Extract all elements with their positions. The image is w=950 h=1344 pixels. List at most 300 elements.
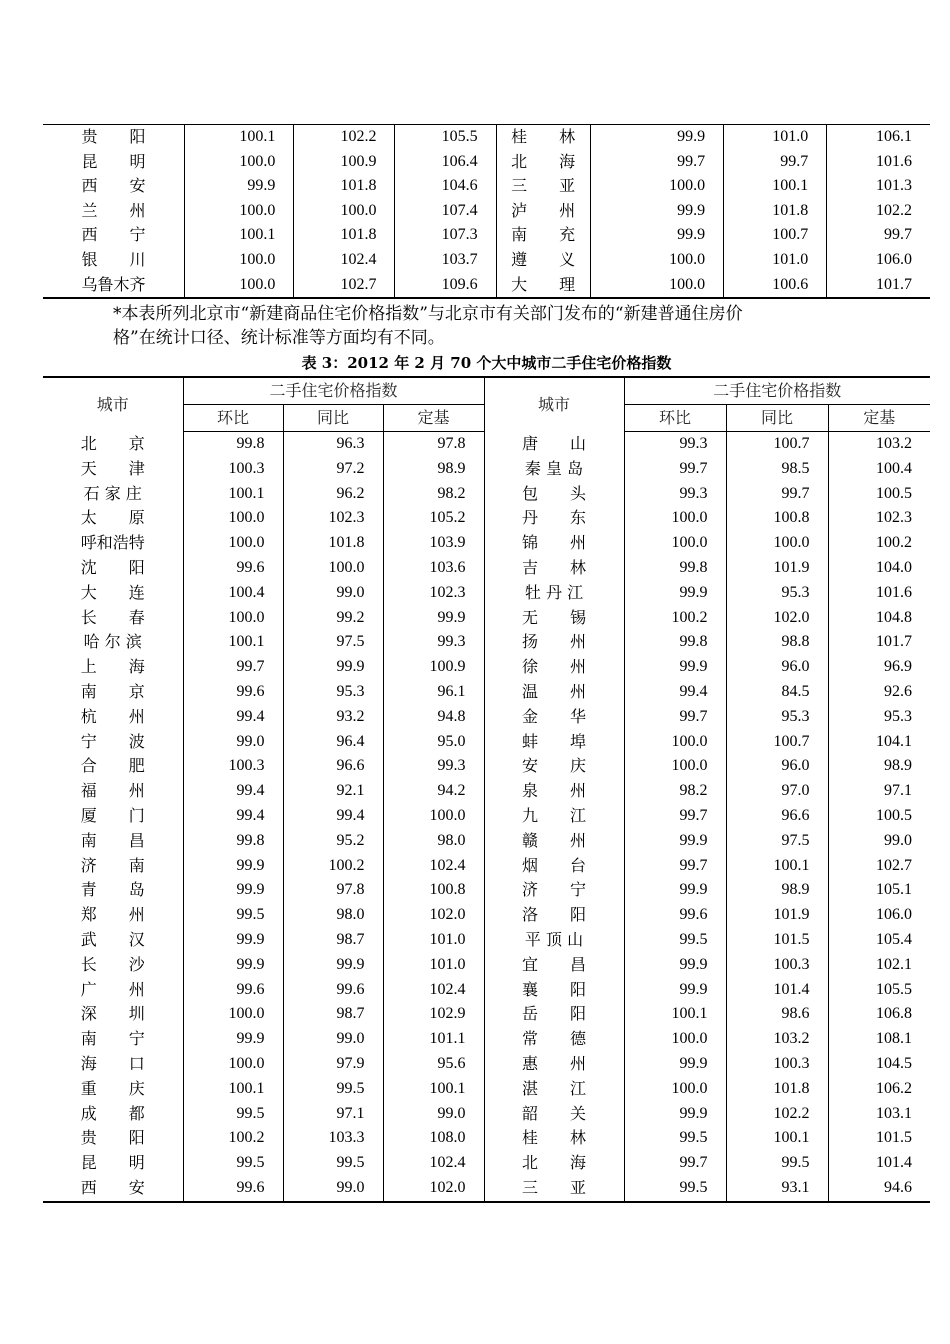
table-row [43,953,930,978]
yoy-left: 93.2 [283,705,383,730]
yoy-right: 101.0 [724,125,827,150]
mom-right: 100.0 [624,754,726,779]
fixed-left: 102.3 [383,581,484,606]
fixed-left: 107.3 [395,223,496,248]
mom-right: 100.0 [624,506,726,531]
mom-right: 100.1 [624,1002,726,1027]
yoy-right: 96.6 [726,804,828,829]
yoy-left: 102.7 [294,273,395,299]
yoy-left: 97.9 [283,1052,383,1077]
fixed-right: 98.9 [828,754,930,779]
mom-left: 100.4 [183,581,283,606]
table-row [43,581,930,606]
fixed-left: 98.0 [383,829,484,854]
mom-right: 99.8 [624,556,726,581]
mom-left: 99.4 [183,804,283,829]
fixed-left: 95.6 [383,1052,484,1077]
mom-right: 99.9 [624,978,726,1003]
fixed-left: 108.0 [383,1126,484,1151]
fixed-right: 108.1 [828,1027,930,1052]
yoy-right: 101.9 [726,903,828,928]
yoy-right: 98.9 [726,878,828,903]
table-row [43,150,930,175]
fixed-left: 106.4 [395,150,496,175]
mom-left: 100.0 [185,273,294,299]
fixed-left: 102.9 [383,1002,484,1027]
mom-left: 100.0 [183,606,283,631]
city-name-left: 银 川 [81,249,146,269]
fixed-right: 104.8 [828,606,930,631]
yoy-left: 101.8 [294,223,395,248]
table-row [43,903,930,928]
fixed-left: 101.1 [383,1027,484,1052]
fixed-right: 102.7 [828,854,930,879]
yoy-right: 100.1 [726,1126,828,1151]
fixed-right: 101.6 [827,150,930,175]
header-fixed-right: 定基 [828,405,930,432]
city-name-right: 泉 州 [484,779,624,804]
city-name-left: 西 宁 [81,225,146,245]
table-row [43,1176,930,1202]
city-name-left: 西 安 [80,1177,145,1197]
mom-left: 100.1 [183,482,283,507]
yoy-right: 99.7 [726,482,828,507]
fixed-left: 105.2 [383,506,484,531]
mom-left: 99.5 [183,903,283,928]
yoy-left: 99.4 [283,804,383,829]
header-mom-left: 环比 [183,405,283,432]
fixed-right: 106.0 [827,248,930,273]
mom-right: 100.2 [624,606,726,631]
mom-right: 99.9 [590,223,724,248]
yoy-left: 96.6 [283,754,383,779]
city-name-left: 兰 州 [81,200,146,220]
yoy-right: 97.5 [726,829,828,854]
yoy-left: 98.7 [283,928,383,953]
yoy-left: 99.6 [283,978,383,1003]
city-name-left: 南 京 [80,681,145,701]
mom-left: 99.6 [183,978,283,1003]
yoy-left: 98.0 [283,903,383,928]
yoy-right: 101.4 [726,978,828,1003]
city-name-right: 安 庆 [484,754,624,779]
city-name-right: 湛 江 [484,1077,624,1102]
city-name-left: 贵 阳 [81,127,146,146]
city-name-right: 桂 林 [496,125,590,150]
table-row [43,829,930,854]
header-mom-right: 环比 [624,405,726,432]
city-name-left: 南 宁 [80,1029,145,1049]
yoy-left: 99.5 [283,1077,383,1102]
fixed-left: 103.9 [383,531,484,556]
city-name-right: 平 顶 山 [484,928,624,953]
yoy-right: 101.8 [724,199,827,224]
city-name-left: 哈 尔 滨 [83,632,142,652]
mom-right: 100.0 [624,730,726,755]
mom-left: 100.3 [183,457,283,482]
header-yoy-left: 同比 [283,405,383,432]
mom-left: 100.0 [183,506,283,531]
fixed-right: 102.3 [828,506,930,531]
city-name-left: 济 南 [80,855,145,875]
fixed-right: 104.0 [828,556,930,581]
header-city-right: 城市 [484,377,624,432]
city-name-right: 温 州 [484,680,624,705]
mom-right: 100.0 [590,273,724,299]
yoy-right: 96.0 [726,655,828,680]
mom-left: 100.0 [183,1002,283,1027]
fixed-right: 106.8 [828,1002,930,1027]
table-row [43,804,930,829]
table2-continuation [43,124,930,299]
city-name-left: 石 家 庄 [83,483,142,503]
fixed-left: 102.4 [383,1151,484,1176]
fixed-right: 106.2 [828,1077,930,1102]
mom-left: 99.0 [183,730,283,755]
table-row [43,1077,930,1102]
mom-right: 100.0 [624,1027,726,1052]
fixed-right: 100.5 [828,482,930,507]
city-name-left: 宁 波 [80,731,145,751]
mom-right: 99.9 [624,829,726,854]
fixed-left: 100.8 [383,878,484,903]
fixed-left: 103.7 [395,248,496,273]
yoy-left: 100.0 [283,556,383,581]
fixed-right: 103.1 [828,1102,930,1127]
table-row [43,482,930,507]
yoy-left: 95.3 [283,680,383,705]
fixed-left: 101.0 [383,953,484,978]
yoy-left: 97.8 [283,878,383,903]
city-name-left: 杭 州 [80,706,145,726]
header-city-left: 城市 [96,394,129,414]
mom-left: 99.8 [183,432,283,457]
yoy-left: 100.0 [294,199,395,224]
fixed-left: 102.4 [383,854,484,879]
yoy-left: 99.9 [283,953,383,978]
city-name-left: 武 汉 [80,929,145,949]
yoy-right: 100.1 [726,854,828,879]
mom-left: 99.9 [183,928,283,953]
city-name-right: 徐 州 [484,655,624,680]
city-name-left: 太 原 [80,508,145,528]
fixed-right: 105.5 [828,978,930,1003]
city-name-left: 深 圳 [80,1004,145,1024]
mom-left: 99.9 [183,953,283,978]
fixed-right: 99.7 [827,223,930,248]
table-row [43,1151,930,1176]
yoy-left: 97.5 [283,630,383,655]
fixed-left: 95.0 [383,730,484,755]
city-name-left: 郑 州 [80,905,145,925]
yoy-right: 100.1 [724,174,827,199]
yoy-left: 96.4 [283,730,383,755]
fixed-left: 100.1 [383,1077,484,1102]
mom-right: 100.0 [624,531,726,556]
mom-left: 100.0 [183,531,283,556]
yoy-left: 99.0 [283,1027,383,1052]
city-name-right: 牡 丹 江 [484,581,624,606]
mom-left: 100.2 [183,1126,283,1151]
mom-left: 100.0 [185,150,294,175]
fixed-left: 101.0 [383,928,484,953]
footnote-line-1: *本表所列北京市“新建商品住宅价格指数”与北京市有关部门发布的“新建普通住房价 [113,304,743,324]
fixed-right: 105.1 [828,878,930,903]
fixed-right: 105.4 [828,928,930,953]
fixed-right: 101.5 [828,1126,930,1151]
mom-right: 98.2 [624,779,726,804]
table-row [43,1052,930,1077]
mom-left: 99.9 [185,174,294,199]
city-name-left: 海 口 [80,1053,145,1073]
mom-right: 100.0 [624,1077,726,1102]
yoy-right: 101.8 [726,1077,828,1102]
mom-right: 100.0 [590,248,724,273]
yoy-left: 98.7 [283,1002,383,1027]
yoy-right: 99.7 [724,150,827,175]
table-row [43,1002,930,1027]
city-name-left: 沈 阳 [80,557,145,577]
yoy-right: 98.6 [726,1002,828,1027]
mom-left: 99.8 [183,829,283,854]
mom-right: 99.3 [624,432,726,457]
yoy-left: 99.0 [283,581,383,606]
table-row [43,928,930,953]
mom-right: 100.0 [590,174,724,199]
city-name-left: 广 州 [80,979,145,999]
city-name-left: 长 沙 [80,954,145,974]
table-row [43,606,930,631]
mom-left: 99.5 [183,1151,283,1176]
city-name-right: 秦 皇 岛 [484,457,624,482]
yoy-left: 101.8 [294,174,395,199]
yoy-right: 100.7 [726,730,828,755]
mom-right: 99.7 [624,804,726,829]
yoy-right: 100.7 [726,432,828,457]
city-name-right: 洛 阳 [484,903,624,928]
city-name-left: 福 州 [80,781,145,801]
fixed-left: 100.9 [383,655,484,680]
mom-left: 99.7 [183,655,283,680]
fixed-left: 105.5 [395,125,496,150]
mom-right: 99.9 [624,878,726,903]
yoy-right: 101.5 [726,928,828,953]
yoy-right: 95.3 [726,705,828,730]
yoy-right: 101.0 [724,248,827,273]
yoy-right: 101.9 [726,556,828,581]
fixed-right: 101.3 [827,174,930,199]
city-name-right: 济 宁 [484,878,624,903]
yoy-right: 100.3 [726,953,828,978]
yoy-right: 96.0 [726,754,828,779]
table-row [43,556,930,581]
mom-right: 99.7 [590,150,724,175]
table-row [43,248,930,273]
city-name-right: 丹 东 [484,506,624,531]
yoy-right: 100.0 [726,531,828,556]
mom-right: 99.5 [624,928,726,953]
table-row [43,531,930,556]
mom-right: 99.9 [624,655,726,680]
fixed-right: 94.6 [828,1176,930,1202]
table-row [43,779,930,804]
yoy-right: 97.0 [726,779,828,804]
city-name-left: 成 都 [80,1103,145,1123]
city-name-left: 乌鲁木齐 [81,274,146,294]
city-name-left: 昆 明 [80,1153,145,1173]
table-row [43,854,930,879]
header-fixed-left: 定基 [383,405,484,432]
fixed-left: 102.0 [383,1176,484,1202]
city-name-left: 西 安 [81,176,146,196]
fixed-right: 101.4 [828,1151,930,1176]
mom-left: 100.0 [185,248,294,273]
table-row [43,754,930,779]
mom-right: 99.9 [624,1052,726,1077]
table-row [43,199,930,224]
mom-left: 99.9 [183,878,283,903]
fixed-left: 99.3 [383,630,484,655]
fixed-left: 99.3 [383,754,484,779]
city-name-right: 韶 关 [484,1102,624,1127]
fixed-left: 98.9 [383,457,484,482]
yoy-left: 103.3 [283,1126,383,1151]
fixed-right: 103.2 [828,432,930,457]
yoy-right: 100.7 [724,223,827,248]
fixed-right: 92.6 [828,680,930,705]
mom-left: 100.0 [183,1052,283,1077]
fixed-right: 106.0 [828,903,930,928]
footnote-line-2: 格”在统计口径、统计标准等方面均有不同。 [113,328,445,348]
city-name-right: 桂 林 [484,1126,624,1151]
city-name-right: 常 德 [484,1027,624,1052]
city-name-right: 南 充 [496,223,590,248]
fixed-left: 109.6 [395,273,496,299]
city-name-right: 九 江 [484,804,624,829]
fixed-right: 95.3 [828,705,930,730]
fixed-right: 100.2 [828,531,930,556]
fixed-right: 102.1 [828,953,930,978]
yoy-right: 100.3 [726,1052,828,1077]
city-name-left: 青 岛 [80,880,145,900]
mom-right: 99.7 [624,1151,726,1176]
city-name-right: 金 华 [484,705,624,730]
fixed-left: 107.4 [395,199,496,224]
yoy-left: 97.1 [283,1102,383,1127]
fixed-left: 98.2 [383,482,484,507]
mom-right: 99.7 [624,457,726,482]
fixed-right: 96.9 [828,655,930,680]
fixed-right: 101.6 [828,581,930,606]
table-row [43,878,930,903]
table-row [43,655,930,680]
fixed-left: 96.1 [383,680,484,705]
mom-left: 100.0 [185,199,294,224]
footnote [43,302,930,350]
city-name-right: 宜 昌 [484,953,624,978]
mom-right: 99.7 [624,854,726,879]
fixed-left: 100.0 [383,804,484,829]
table3 [43,376,930,1203]
mom-left: 99.4 [183,705,283,730]
table-row [43,1126,930,1151]
city-name-right: 三 亚 [484,1176,624,1202]
mom-left: 100.1 [185,223,294,248]
fixed-left: 99.0 [383,1102,484,1127]
table3-title: 表 3：2012 年 2 月 70 个大中城市二手住宅价格指数 [301,354,672,372]
city-name-left: 厦 门 [80,805,145,825]
mom-left: 99.9 [183,1027,283,1052]
fixed-right: 97.1 [828,779,930,804]
mom-right: 99.9 [624,1102,726,1127]
table-row [43,680,930,705]
fixed-left: 102.0 [383,903,484,928]
fixed-right: 104.1 [828,730,930,755]
yoy-right: 103.2 [726,1027,828,1052]
city-name-right: 北 海 [496,150,590,175]
table-row [43,432,930,457]
fixed-left: 94.8 [383,705,484,730]
city-name-left: 昆 明 [81,151,146,171]
mom-left: 99.6 [183,680,283,705]
city-name-right: 包 头 [484,482,624,507]
yoy-left: 96.2 [283,482,383,507]
yoy-left: 99.5 [283,1151,383,1176]
header-yoy-right: 同比 [726,405,828,432]
city-name-left: 重 庆 [80,1078,145,1098]
table-row [43,273,930,299]
mom-left: 100.1 [183,1077,283,1102]
table-row [43,630,930,655]
fixed-right: 102.2 [827,199,930,224]
yoy-right: 84.5 [726,680,828,705]
mom-right: 99.9 [590,199,724,224]
header-group-left: 二手住宅价格指数 [183,377,484,405]
city-name-right: 锦 州 [484,531,624,556]
mom-left: 100.1 [183,630,283,655]
mom-right: 99.9 [624,581,726,606]
mom-right: 99.5 [624,1126,726,1151]
fixed-right: 99.0 [828,829,930,854]
fixed-left: 94.2 [383,779,484,804]
city-name-right: 唐 山 [484,432,624,457]
table-row [43,174,930,199]
city-name-right: 吉 林 [484,556,624,581]
yoy-right: 100.8 [726,506,828,531]
city-name-right: 赣 州 [484,829,624,854]
yoy-left: 102.4 [294,248,395,273]
mom-left: 99.6 [183,556,283,581]
yoy-right: 102.0 [726,606,828,631]
city-name-right: 岳 阳 [484,1002,624,1027]
yoy-right: 93.1 [726,1176,828,1202]
city-name-right: 大 理 [496,273,590,299]
mom-left: 99.6 [183,1176,283,1202]
mom-right: 99.5 [624,1176,726,1202]
yoy-left: 92.1 [283,779,383,804]
fixed-left: 97.8 [383,432,484,457]
yoy-right: 98.8 [726,630,828,655]
city-name-left: 上 海 [80,657,145,677]
mom-left: 99.5 [183,1102,283,1127]
table-row [43,1027,930,1052]
mom-left: 100.3 [183,754,283,779]
yoy-right: 100.6 [724,273,827,299]
city-name-right: 无 锡 [484,606,624,631]
yoy-left: 100.2 [283,854,383,879]
yoy-left: 102.3 [283,506,383,531]
city-name-right: 蚌 埠 [484,730,624,755]
